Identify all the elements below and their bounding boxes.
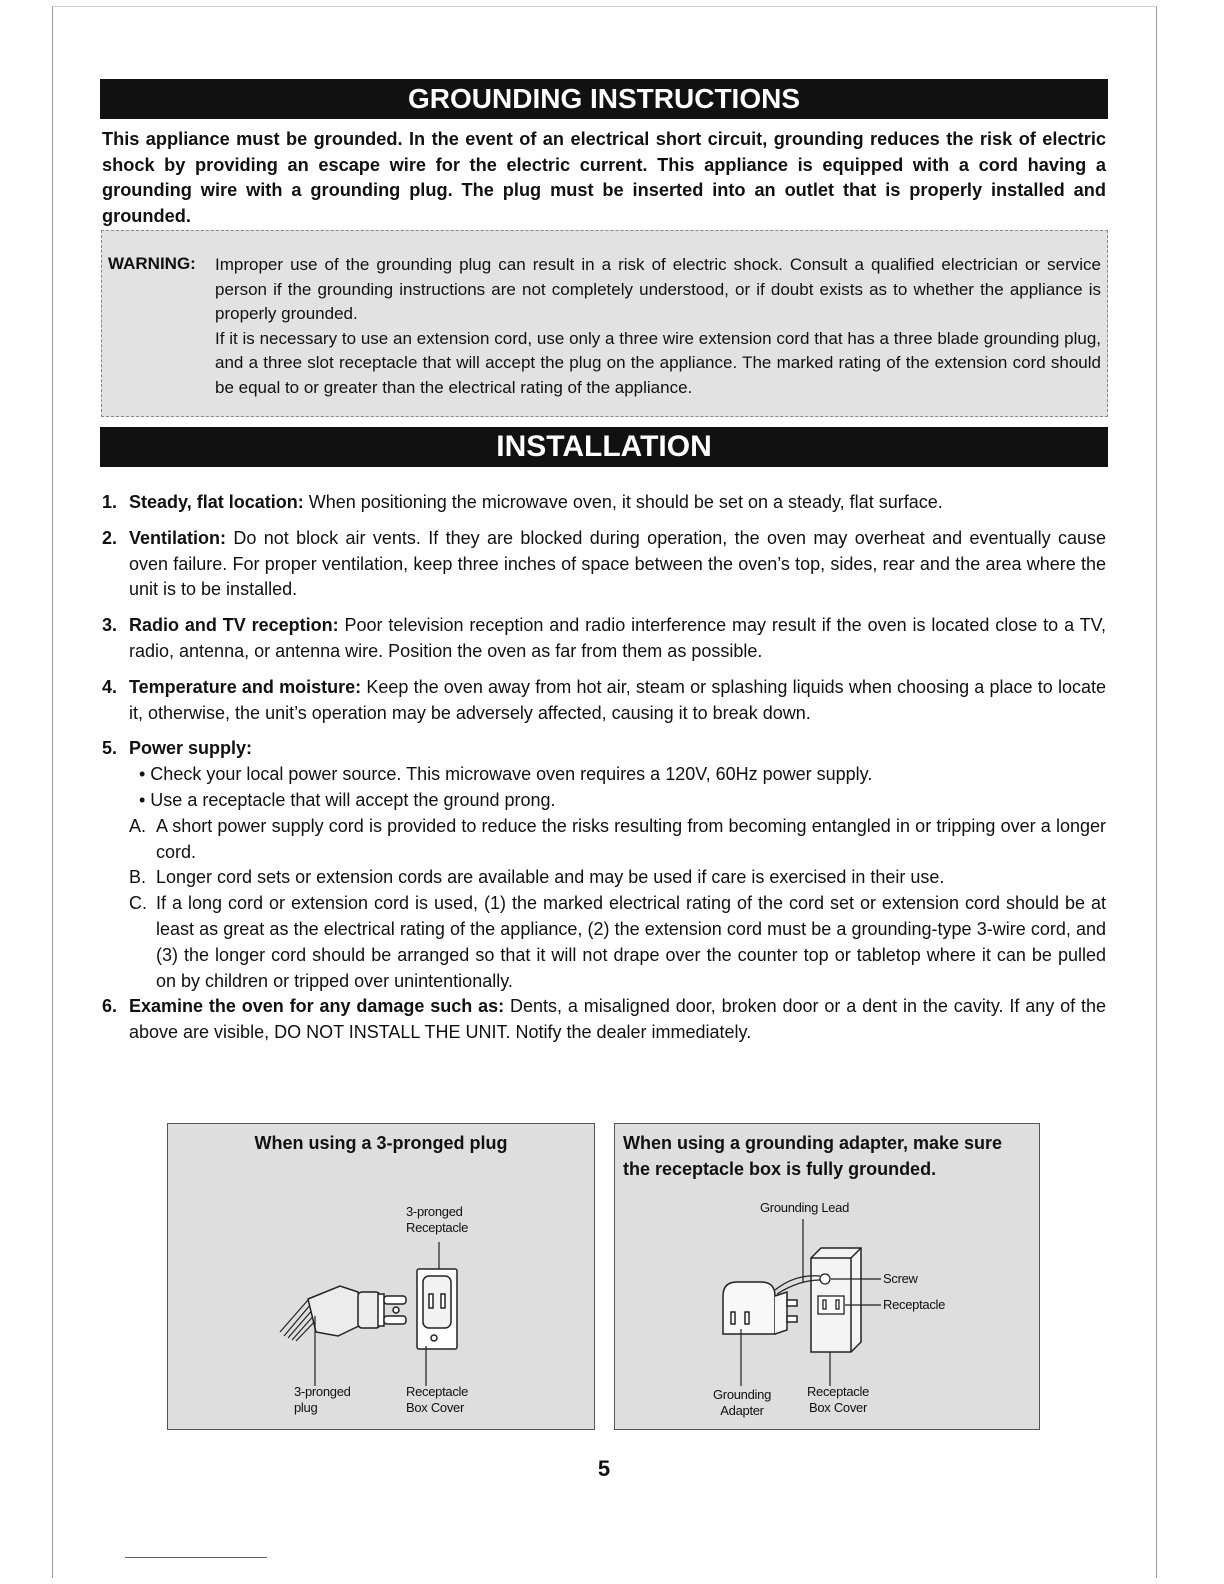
figure-3-pronged-plug — [167, 1123, 595, 1430]
label-3-pronged-plug: 3-pronged plug — [294, 1384, 351, 1415]
warning-paragraph-1: Improper use of the grounding plug can result in a risk of electric shock. Consult a qualified electrician or service person if the grounding instructions are not completely understood, or if doubt exists as to whether the appliance is properly grounded. — [215, 255, 1101, 324]
item-number: 3. — [102, 615, 118, 636]
warning-label: WARNING: — [108, 254, 196, 273]
receptacle-icon — [818, 1296, 844, 1314]
item-heading: Ventilation: — [129, 527, 227, 548]
item-text: Do not block air vents. If they are blocked during operation, the oven may overheat and eventually cause oven failure. For proper ventilation, keep three inches of space between the oven’s top, sides, rear and the area where the unit is to be installed. — [129, 527, 1106, 600]
item-heading: Examine the oven for any damage such as: — [129, 996, 505, 1017]
figure-grounding-adapter — [614, 1123, 1040, 1430]
grounding-heading: GROUNDING INSTRUCTIONS — [100, 79, 1108, 119]
item-text: When positioning the microwave oven, it should be set on a steady, flat surface. — [303, 492, 943, 512]
item-heading: Steady, flat location: — [129, 492, 304, 512]
item-heading: Radio and TV reception: — [129, 615, 339, 636]
list-item — [102, 490, 1106, 516]
plug-icon — [308, 1286, 384, 1336]
item-number: 1. — [102, 492, 118, 512]
item-heading: Temperature and moisture: — [129, 676, 362, 697]
item-number: 6. — [102, 996, 118, 1017]
grounding-adapter-icon — [723, 1282, 797, 1334]
warning-box — [101, 230, 1108, 417]
label-receptacle-box-cover: Receptacle Box Cover — [806, 1384, 870, 1415]
sub-text: If a long cord or extension cord is used, (1) the marked electrical rating of the cord set or extension cord should be at least as great as the electrical rating of the appliance, (2) the extension cord must be a grounding-type 3-wire cord, and (3) the longer cord should be arranged so that it will not drape over the counter top or tabletop where it can be pulled on by children or tripped over unintentionally. — [156, 893, 1106, 991]
label-3-pronged-receptacle: 3-pronged Receptacle — [406, 1204, 469, 1235]
item-text: Keep the oven away from hot air, steam or splashing liquids when choosing a place to locate it, otherwise, the unit’s operation may be adversely affected, causing it to break down. — [129, 676, 1107, 723]
label-receptacle-box-cover: Receptacle Box Cover — [406, 1384, 469, 1415]
screw-icon — [820, 1274, 830, 1284]
sub-text: A short power supply cord is provided to reduce the risks resulting from becoming entangled in or tripping over a longer cord. — [156, 815, 1106, 862]
warning-text — [215, 253, 1101, 401]
bullet-item: • Use a receptacle that will accept the ground prong. — [139, 789, 556, 810]
footer-link-line — [125, 1557, 267, 1558]
bullet-item: • Check your local power source. This microwave oven requires a 120V, 60Hz power supply. — [139, 764, 873, 785]
label-grounding-lead: Grounding Lead — [760, 1200, 850, 1215]
figure-title: When using a grounding adapter, make sure the receptacle box is fully grounded. — [623, 1133, 1003, 1179]
list-item-power-supply — [102, 736, 1106, 994]
sub-item — [129, 814, 1106, 866]
warning-paragraph-2: If it is necessary to use an extension cord, use only a three wire extension cord that has a three blade grounding plug, and a three slot receptacle that will accept the plug on the appliance. The marked rating of the extension cord should be equal to or greater than the electrical rating of the appliance. — [215, 328, 1101, 397]
installation-list — [102, 490, 1106, 1046]
installation-heading: INSTALLATION — [100, 427, 1108, 467]
plug-prongs-icon — [384, 1296, 406, 1324]
item-text: Poor television reception and radio interference may result if the oven is located close to a TV, radio, antenna, or antenna wire. Position the oven as far from them as possible. — [129, 615, 1106, 661]
sub-letter: B. — [129, 867, 147, 888]
item-text: Dents, a misaligned door, broken door or a dent in the cavity. If any of the above are visible, DO NOT INSTALL THE UNIT. Notify the dealer immediately. — [129, 996, 1106, 1043]
page-number: 5 — [597, 1456, 611, 1481]
item-number: 5. — [102, 738, 118, 759]
grounding-intro: This appliance must be grounded. In the event of an electrical short circuit, grounding reduces the risk of electric shock by providing an escape wire for the electric current. This appliance is equipped with a cord having a grounding wire with a grounding plug. The plug must be inserted into an outlet that is properly installed and grounded. — [102, 129, 1106, 226]
item-number: 2. — [102, 527, 118, 548]
label-grounding-adapter: Grounding Adapter — [712, 1387, 771, 1418]
label-receptacle: Receptacle — [883, 1297, 946, 1312]
item-heading: Power supply: — [129, 738, 253, 759]
list-item — [102, 675, 1106, 727]
list-item — [102, 994, 1106, 1046]
figure-title: When using a 3-pronged plug — [254, 1133, 508, 1153]
plug-receptacle-illustration — [168, 1124, 596, 1431]
list-item — [102, 613, 1106, 665]
sub-letter: A. — [129, 815, 147, 836]
label-screw: Screw — [883, 1271, 918, 1286]
list-item — [102, 526, 1106, 603]
item-number: 4. — [102, 676, 118, 697]
sub-item — [129, 865, 1106, 891]
sub-letter: C. — [129, 893, 147, 914]
sub-text: Longer cord sets or extension cords are available and may be used if care is exercised in their use. — [156, 867, 945, 888]
sub-item — [129, 891, 1106, 994]
receptacle-icon — [417, 1269, 457, 1349]
